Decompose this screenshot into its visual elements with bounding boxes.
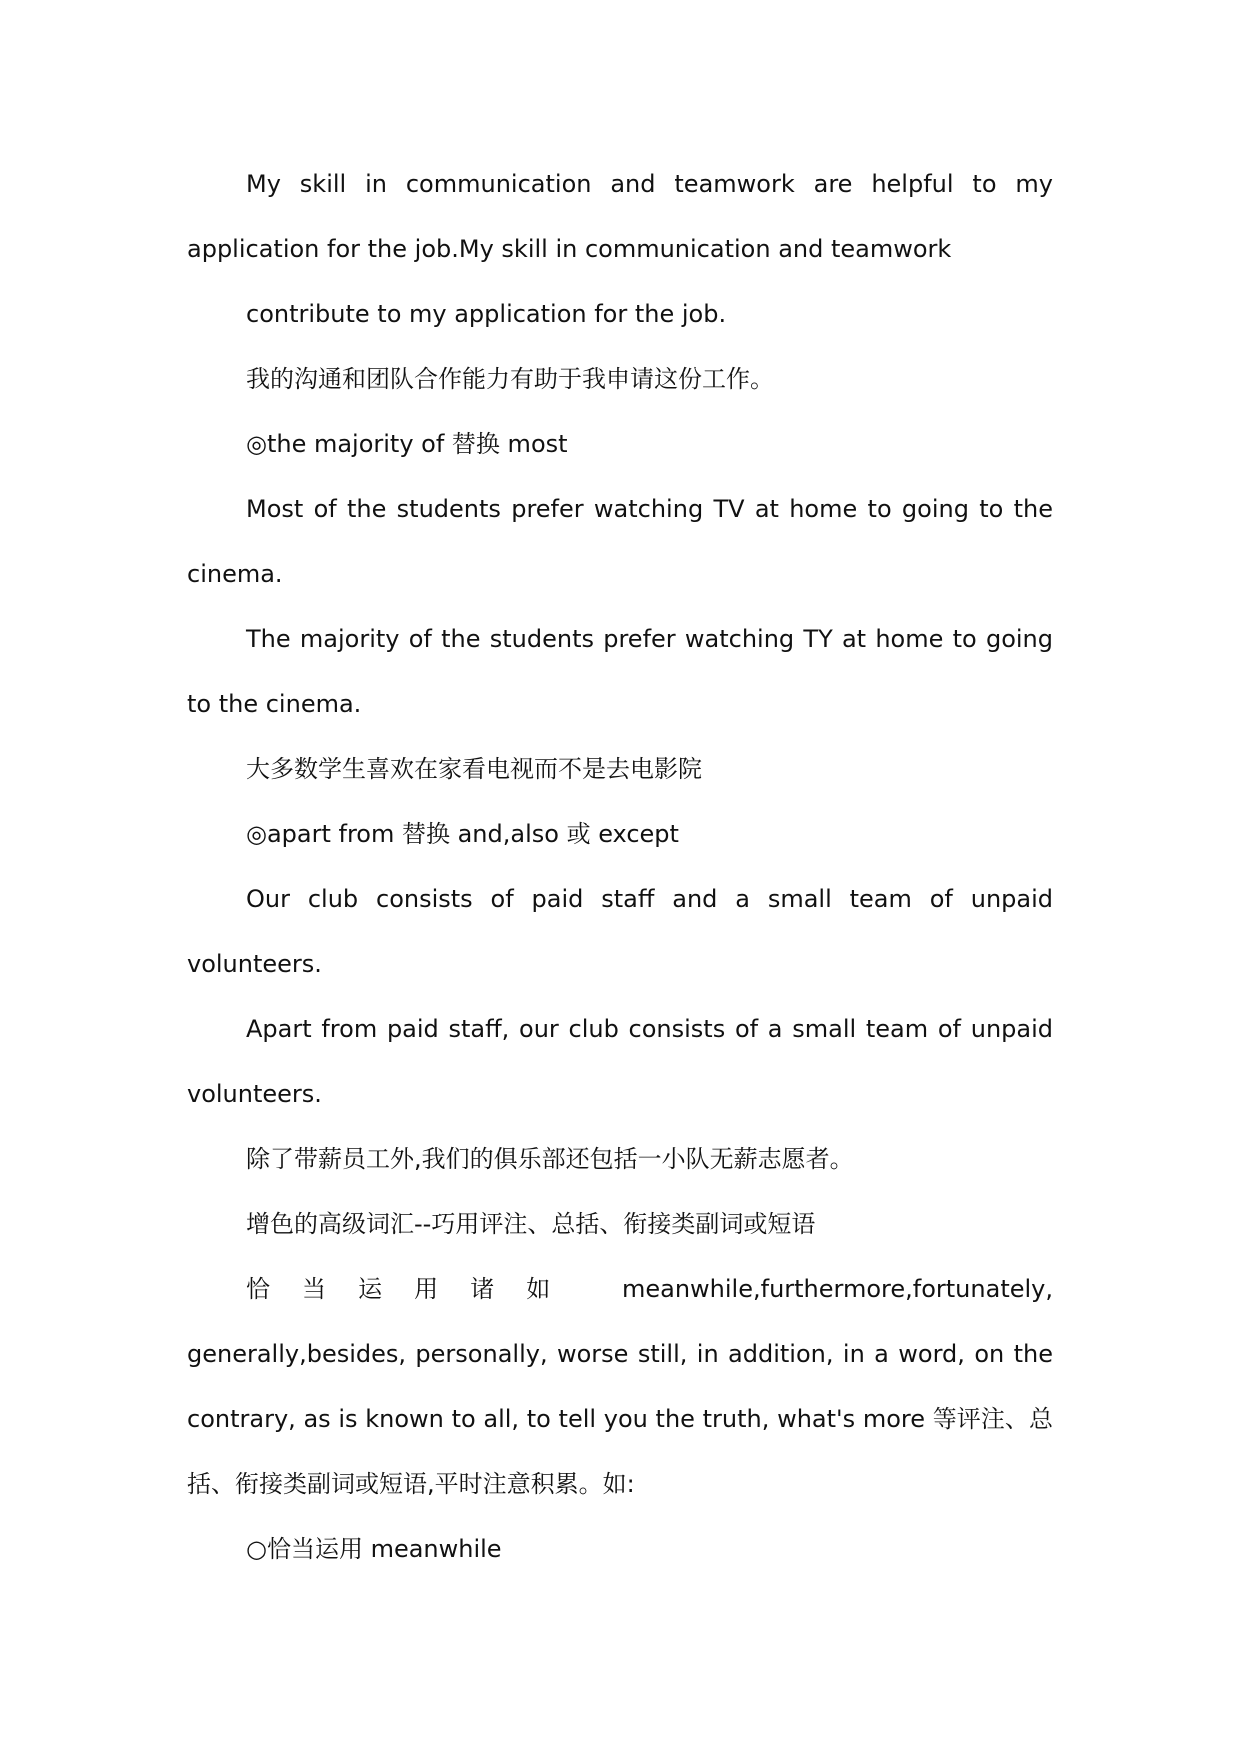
paragraph-14: ○恰当运用 meanwhile bbox=[246, 1535, 502, 1563]
paragraph-12: 增色的高级词汇--巧用评注、总括、衔接类副词或短语 bbox=[246, 1210, 816, 1238]
paragraph-13: 恰当运用诸如 meanwhile,furthermore,fortunately, generally,besides, personally, worse still, in addition, in a word, on the contrary, as is known to all, to tell you the truth, what's more 等评注、总括、衔接类副词或短语,平时注意积累。如: bbox=[187, 1275, 1053, 1498]
paragraph-8: ◎apart from 替换 and,also 或 except bbox=[246, 820, 679, 848]
paragraph-4: ◎the majority of 替换 most bbox=[246, 430, 568, 458]
paragraph-1: My skill in communication and teamwork are helpful to my application for the job.My skill in communication and teamwork bbox=[187, 170, 1053, 263]
paragraph-7: 大多数学生喜欢在家看电视而不是去电影院 bbox=[246, 755, 702, 783]
paragraph-2: contribute to my application for the job. bbox=[246, 300, 727, 328]
paragraph-9: Our club consists of paid staff and a small team of unpaid volunteers. bbox=[187, 885, 1053, 978]
paragraph-10: Apart from paid staff, our club consists of a small team of unpaid volunteers. bbox=[187, 1015, 1053, 1108]
paragraph-5: Most of the students prefer watching TV at home to going to the cinema. bbox=[187, 495, 1053, 588]
paragraph-3: 我的沟通和团队合作能力有助于我申请这份工作。 bbox=[246, 365, 774, 393]
document-body bbox=[187, 152, 1053, 1582]
paragraph-11: 除了带薪员工外,我们的俱乐部还包括一小队无薪志愿者。 bbox=[246, 1145, 854, 1173]
paragraph-6: The majority of the students prefer watching TY at home to going to the cinema. bbox=[187, 625, 1053, 718]
